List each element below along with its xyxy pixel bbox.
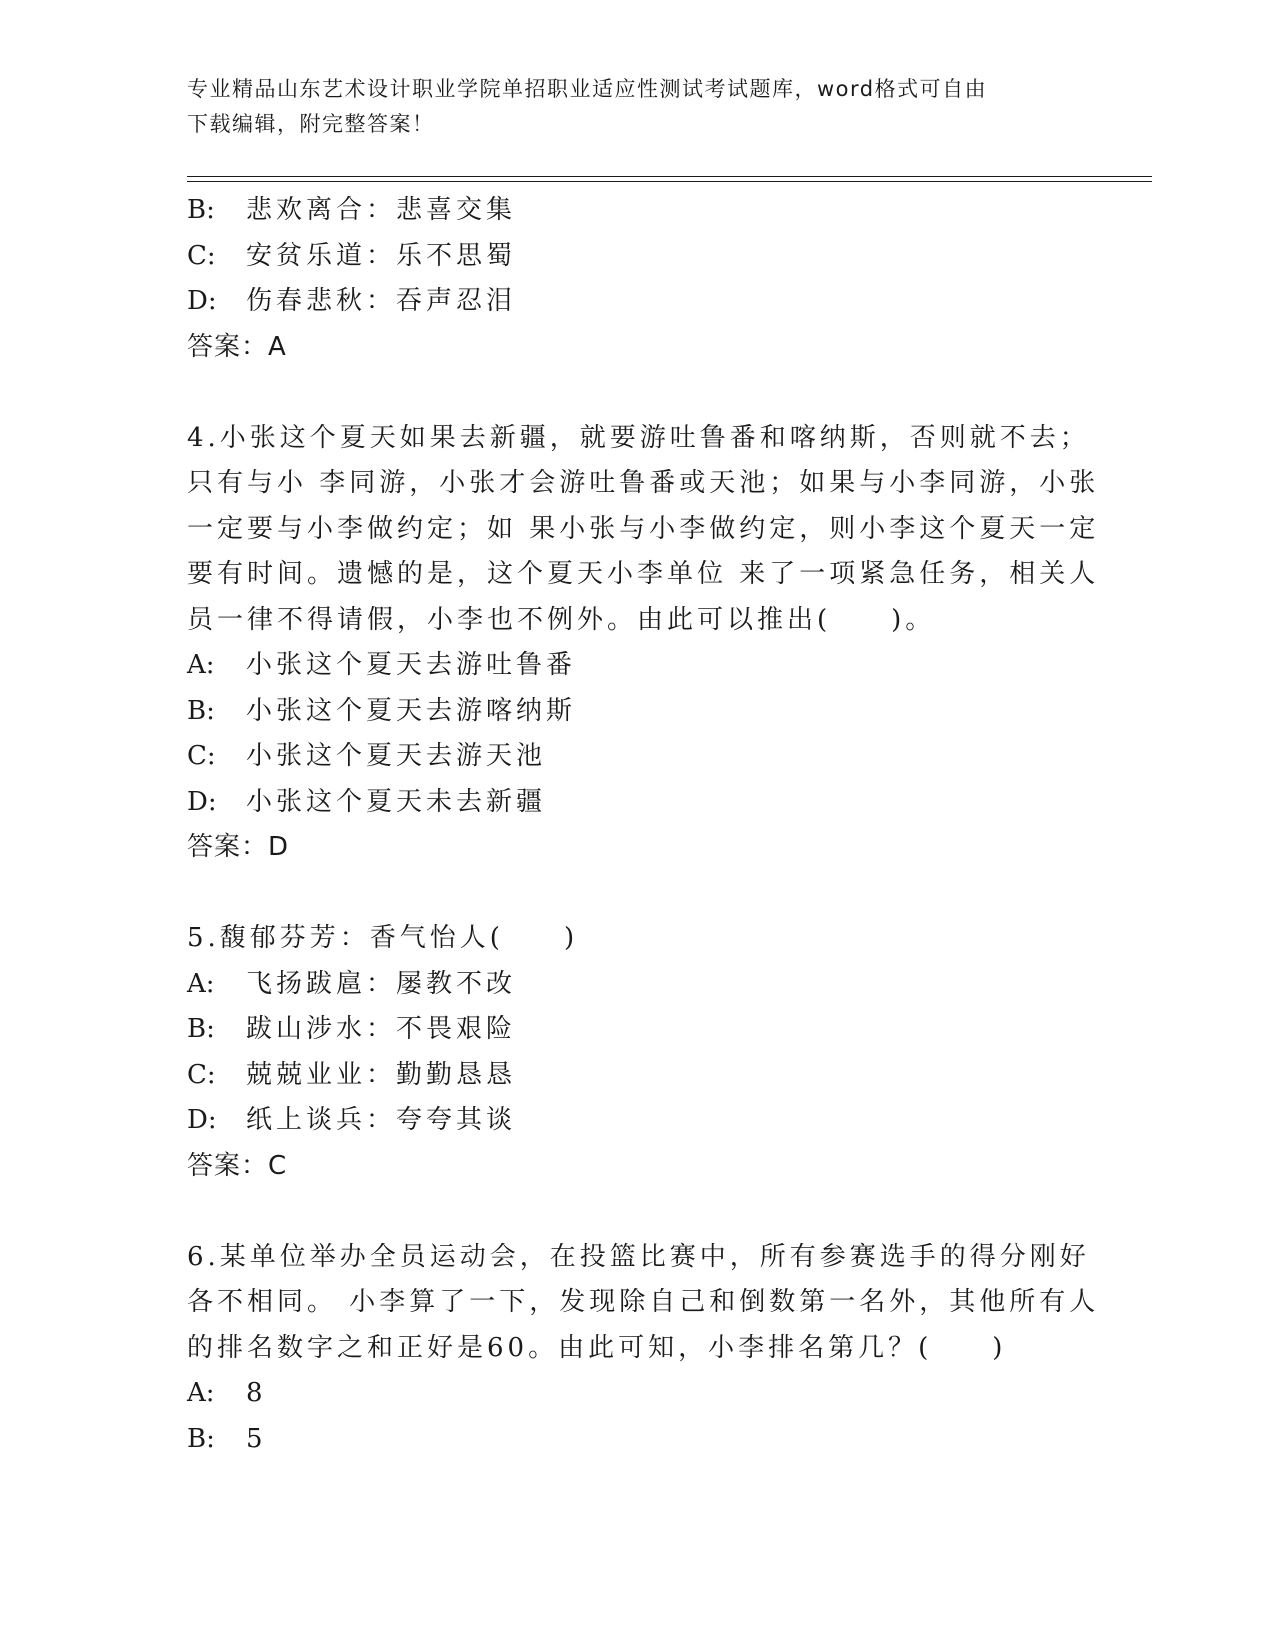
question-4-stem-line-5: 员一律不得请假，小李也不例外。由此可以推出( )。	[187, 604, 936, 635]
option-text: 跋山涉水：不畏艰险	[246, 1014, 517, 1044]
option-letter: B:	[187, 195, 215, 225]
option-b	[187, 1007, 1087, 1053]
spacer	[187, 871, 1087, 917]
question-6-stem-line-2: 各不相同。 小李算了一下，发现除自己和倒数第一名外，其他所有人	[187, 1287, 1100, 1317]
document-body	[187, 188, 1100, 1462]
question-4-stem-line-3: 一定要与小李做约定；如 果小张与小李做约定，则小李这个夏天一定	[187, 513, 1100, 544]
option-text: 飞扬跋扈：屡教不改	[246, 968, 517, 999]
option-c	[187, 1053, 1087, 1099]
question-4-stem-line-1: 4.小张这个夏天如果去新疆，就要游吐鲁番和喀纳斯，否则就不去；	[187, 422, 1090, 453]
option-text: 小张这个夏天去游天池	[246, 741, 547, 771]
option-text: 兢兢业业：勤勤恳恳	[246, 1059, 517, 1090]
option-letter: D:	[187, 1105, 217, 1135]
option-letter: A:	[187, 650, 215, 680]
option-text: 伤春悲秋：吞声忍泪	[246, 286, 517, 316]
option-letter: B:	[187, 1423, 215, 1454]
option-b	[187, 689, 1087, 735]
option-letter: D:	[187, 786, 217, 817]
header-divider-top	[187, 176, 1152, 177]
option-c	[187, 234, 1087, 280]
question-4	[187, 416, 1100, 871]
option-d	[187, 780, 1087, 826]
option-b	[187, 188, 1087, 234]
spacer	[187, 1189, 1087, 1235]
question-3-options	[187, 188, 1087, 370]
option-b	[187, 1417, 1087, 1463]
option-letter: A:	[187, 1378, 215, 1408]
header-line-1: 专业精品山东艺术设计职业学院单招职业适应性测试考试题库，word格式可自由	[187, 77, 988, 101]
option-text: 纸上谈兵：夸夸其谈	[246, 1105, 517, 1135]
option-text: 小张这个夏天未去新疆	[246, 786, 547, 817]
option-text: 8	[246, 1378, 267, 1408]
option-text: 安贫乐道：乐不思蜀	[246, 240, 517, 271]
option-letter: C:	[187, 1059, 216, 1090]
option-letter: A:	[187, 968, 215, 999]
option-a	[187, 643, 1087, 689]
spacer	[187, 370, 1087, 416]
header-line-2: 下载编辑，附完整答案！	[187, 112, 435, 136]
question-5-answer: 答案：C	[187, 1150, 288, 1181]
option-text: 小张这个夏天去游喀纳斯	[246, 695, 577, 726]
option-text: 小张这个夏天去游吐鲁番	[246, 650, 577, 680]
option-letter: B:	[187, 1014, 215, 1044]
option-letter: D:	[187, 286, 217, 316]
option-text: 悲欢离合：悲喜交集	[246, 195, 517, 225]
option-a	[187, 1371, 1087, 1417]
question-4-stem-line-4: 要有时间。遗憾的是，这个夏天小李单位 来了一项紧急任务，相关人	[187, 559, 1100, 589]
question-5-stem-line-1: 5.馥郁芬芳：香气怡人( )	[187, 923, 579, 953]
question-6	[187, 1235, 1100, 1463]
option-text: 5	[246, 1423, 267, 1454]
question-4-answer: 答案：D	[187, 832, 290, 862]
option-letter: B:	[187, 695, 215, 726]
option-c	[187, 734, 1087, 780]
option-a	[187, 962, 1087, 1008]
question-6-stem-line-1: 6.某单位举办全员运动会，在投篮比赛中，所有参赛选手的得分刚好	[187, 1241, 1090, 1272]
question-4-stem-line-2: 只有与小 李同游，小张才会游吐鲁番或天池；如果与小李同游，小张	[187, 468, 1100, 498]
header-divider-bottom	[187, 181, 1152, 182]
document-header	[187, 72, 1067, 142]
question-3-answer: 答案：A	[187, 331, 287, 362]
question-5	[187, 916, 1087, 1189]
option-d	[187, 1098, 1087, 1144]
option-letter: C:	[187, 240, 216, 271]
question-6-stem-line-3: 的排名数字之和正好是60。由此可知，小李排名第几？( )	[187, 1332, 1007, 1363]
option-d	[187, 279, 1087, 325]
option-letter: C:	[187, 741, 216, 771]
